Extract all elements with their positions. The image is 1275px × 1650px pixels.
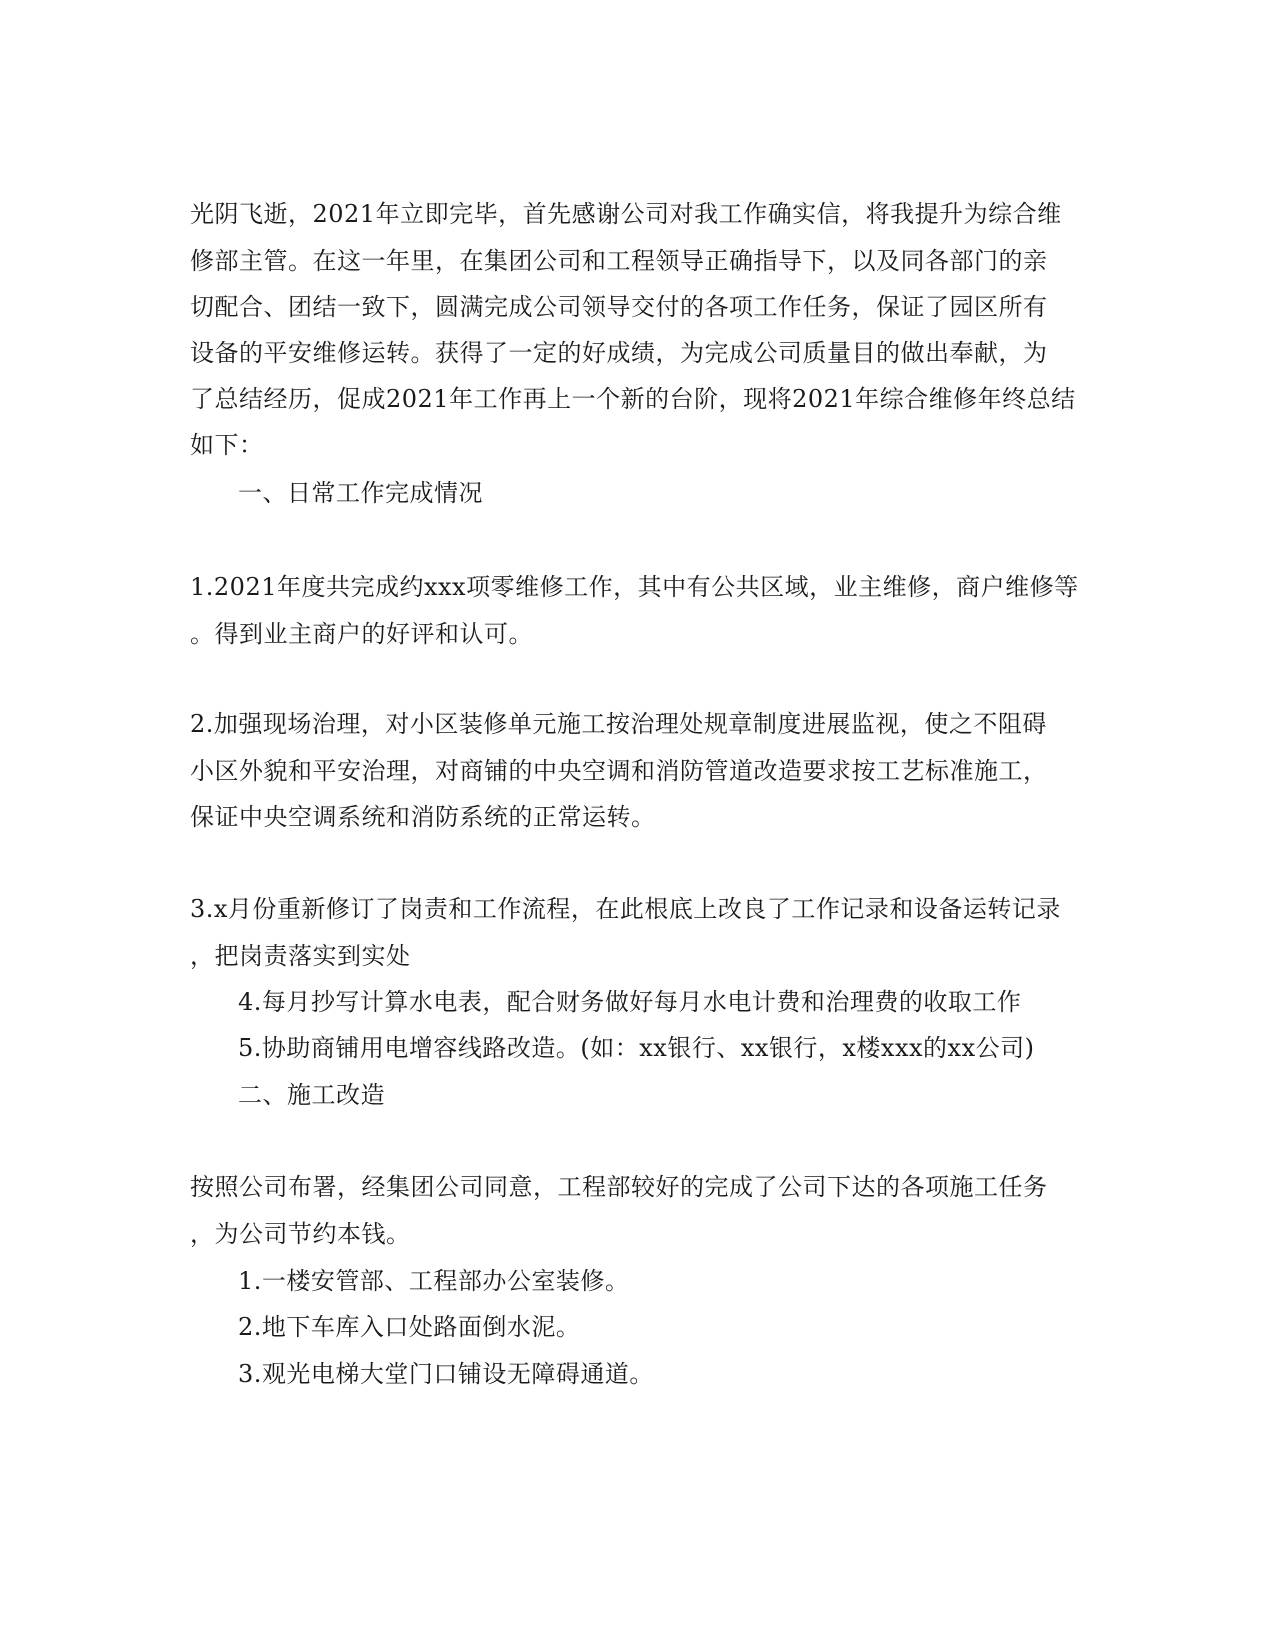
intro-line-6: 如下： [190,431,264,459]
intro-line-2: 修部主管。在这一年里，在集团公司和工程领导正确指导下，以及同各部门的亲 [190,247,1048,275]
section-2-item-3: 3.观光电梯大堂门口铺设无障碍通道。 [238,1360,654,1388]
item-1-line-1: 1.2021年度共完成约xxx项零维修工作，其中有公共区域，业主维修，商户维修等 [190,573,1079,601]
item-4: 4.每月抄写计算水电表，配合财务做好每月水电计费和治理费的收取工作 [238,988,1022,1016]
section-2-intro-line-2: ，为公司节约本钱。 [190,1220,411,1248]
section-2-item-1: 1.一楼安管部、工程部办公室装修。 [238,1267,630,1295]
section-heading-daily-work: 一、日常工作完成情况 [238,479,483,507]
item-2-line-3: 保证中央空调系统和消防系统的正常运转。 [190,803,656,831]
section-2-intro-line-1: 按照公司布署，经集团公司同意，工程部较好的完成了公司下达的各项施工任务 [190,1173,1048,1201]
section-heading-construction: 二、施工改造 [238,1081,385,1109]
intro-line-1: 光阴飞逝，2021年立即完毕，首先感谢公司对我工作确实信，将我提升为综合维 [190,200,1062,228]
intro-line-3: 切配合、团结一致下，圆满完成公司领导交付的各项工作任务，保证了园区所有 [190,293,1048,321]
item-5: 5.协助商铺用电增容线路改造。(如：xx银行、xx银行，x楼xxx的xx公司) [238,1034,1035,1062]
intro-line-5: 了总结经历，促成2021年工作再上一个新的台阶，现将2021年综合维修年终总结 [190,385,1076,413]
item-2-line-1: 2.加强现场治理，对小区装修单元施工按治理处规章制度进展监视，使之不阻碍 [190,710,1047,738]
item-3-line-1: 3.x月份重新修订了岗责和工作流程，在此根底上改良了工作记录和设备运转记录 [190,895,1061,923]
item-2-line-2: 小区外貌和平安治理，对商铺的中央空调和消防管道改造要求按工艺标准施工， [190,757,1048,785]
section-2-item-2: 2.地下车库入口处路面倒水泥。 [238,1313,581,1341]
intro-line-4: 设备的平安维修运转。获得了一定的好成绩，为完成公司质量目的做出奉献，为 [190,339,1048,367]
item-3-line-2: ，把岗责落实到实处 [190,942,411,970]
item-1-line-2: 。得到业主商户的好评和认可。 [190,620,533,648]
